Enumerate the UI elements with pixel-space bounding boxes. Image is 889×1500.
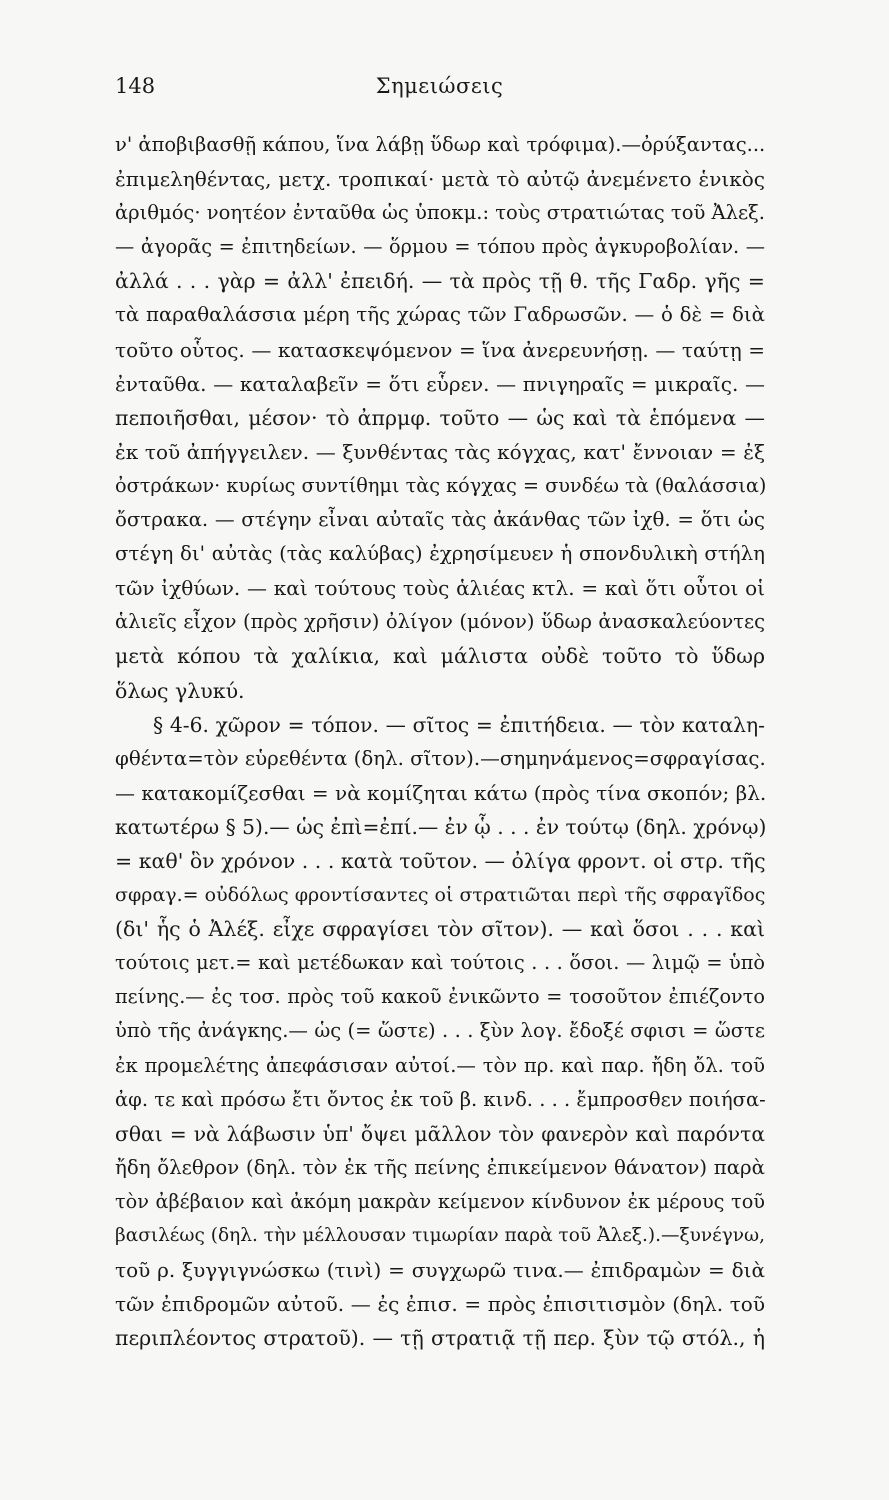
page-header — [115, 74, 764, 104]
text-line: τούτοις μετ.= καὶ μετέδωκαν καὶ τούτοις . . . ὅσοι. — λιμῷ = ὑπὸ — [115, 951, 765, 975]
body-text — [115, 128, 765, 1355]
text-line: ἐκ προμελέτης ἀπεφάσισαν αὐτοί.— τὸν πρ. καὶ παρ. ἤδη ὄλ. τοῦ — [115, 1053, 765, 1077]
text-line: (δι' ἧς ὁ Ἀλέξ. εἶχε σφραγίσει τὸν σῖτον). — καὶ ὅσοι . . . καὶ — [115, 917, 765, 942]
text-line: ὄστρακα. — στέγην εἶναι αὐταῖς τὰς ἀκάνθας τῶν ἰχθ. = ὅτι ὡς — [115, 508, 765, 532]
text-line: φθέντα=τὸν εὑρεθέντα (δηλ. σῖτον).—σημηνάμενος=σφραγίσας. — [115, 746, 766, 770]
text-line: πείνης.— ἐς τοσ. πρὸς τοῦ κακοῦ ἐνικῶντο = τοσοῦτον ἐπιέζοντο — [115, 985, 765, 1009]
text-line: ἐκ τοῦ ἀπήγγειλεν. — ξυνθέντας τὰς κόγχας, κατ' ἔννοιαν = ἐξ — [115, 439, 765, 464]
text-line: τῶν ἰχθύων. — καὶ τούτους τοὺς ἁλιέας κτλ. = καὶ ὅτι οὗτοι οἱ — [115, 576, 765, 601]
text-line: ἀφ. τε καὶ πρόσω ἔτι ὄντος ἐκ τοῦ β. κινδ. . . . ἔμπροσθεν ποιήσα- — [115, 1087, 766, 1111]
text-line: ἐνταῦθα. — καταλαβεῖν = ὅτι εὗρεν. — πνιγηραῖς = μικραῖς. — — [115, 371, 765, 396]
text-line: τὰ παραθαλάσσια μέρη τῆς χώρας τῶν Γαδρωσῶν. — ὁ δὲ = διὰ — [115, 303, 765, 327]
text-line: τοῦτο οὗτος. — κατασκεψόμενον = ἵνα ἀνερευνήσῃ. — ταύτῃ = — [115, 337, 765, 362]
text-line: μετὰ κόπου τὰ χαλίκια, καὶ μάλιστα οὐδὲ τοῦτο τὸ ὕδωρ — [115, 644, 765, 669]
text-line: σθαι = νὰ λάβωσιν ὑπ' ὄψει μᾶλλον τὸν φανερὸν καὶ παρόντα — [115, 1121, 765, 1146]
text-line: πεποιῆσθαι, μέσον· τὸ ἀπρμφ. τοῦτο — ὡς καὶ τὰ ἑπόμενα — — [115, 405, 765, 430]
paragraph-end-line: ὅλως γλυκύ. — [115, 678, 245, 703]
text-line: τῶν ἐπιδρομῶν αὐτοῦ. — ἐς ἐπισ. = πρὸς ἐπισιτισμὸν (δηλ. τοῦ — [115, 1292, 765, 1317]
page-number: 148 — [115, 74, 156, 98]
text-line: σφραγ.= οὐδόλως φροντίσαντες οἱ στρατιῶται περὶ τῆς σφραγῖδος — [115, 884, 766, 907]
text-line: ὑπὸ τῆς ἀνάγκης.— ὡς (= ὥστε) . . . ξὺν λογ. ἔδοξέ σφισι = ὥστε — [115, 1019, 765, 1043]
text-line: — ἀγορᾶς = ἐπιτηδείων. — ὅρμου = τόπου πρὸς ἀγκυροβολίαν. — — [115, 235, 765, 259]
text-line: — κατακομίζεσθαι = νὰ κομίζηται κάτω (πρὸς τίνα σκοπόν; βλ. — [115, 780, 767, 805]
text-line: = καθ' ὃν χρόνον . . . κατὰ τοῦτον. — ὀλίγα φροντ. οἱ στρ. τῆς — [115, 848, 766, 873]
paragraph-start-line: § 4-6. χῶρον = τόπον. — σῖτος = ἐπιτήδεια. — τὸν καταλη- — [153, 712, 765, 737]
text-line: τοῦ ρ. ξυγγιγνώσκω (τινὶ) = συγχωρῶ τινα.— ἐπιδραμὼν = διὰ — [115, 1258, 765, 1283]
text-line: ἁλιεῖς εἶχον (πρὸς χρῆσιν) ὀλίγον (μόνον) ὕδωρ ἀνασκαλεύοντες — [115, 610, 765, 634]
text-line: ὀστράκων· κυρίως συντίθημι τὰς κόγχας = συνδέω τὰ (θαλάσσια) — [115, 473, 767, 497]
text-line: ἀλλά . . . γὰρ = ἀλλ' ἐπειδή. — τὰ πρὸς τῇ θ. τῆς Γαδρ. γῆς = — [115, 269, 765, 294]
text-line: τὸν ἀβέβαιον καὶ ἀκόμη μακρὰν κείμενον κίνδυνον ἐκ μέρους τοῦ — [115, 1189, 765, 1213]
text-line: στέγη δι' αὐτὰς (τὰς καλύβας) ἐχρησίμευεν ἡ σπονδυλικὴ στήλη — [115, 542, 765, 566]
running-title: Σημειώσεις — [375, 74, 504, 98]
text-line: κατωτέρω § 5).— ὡς ἐπὶ=ἐπί.— ἐν ᾧ . . . ἐν τούτῳ (δηλ. χρόνῳ) — [115, 814, 767, 839]
text-line: ν' ἀποβιβασθῇ κάπου, ἵνα λάβῃ ὕδωρ καὶ τρόφιμα).—ὀρύξαντας... — [115, 133, 766, 156]
text-line: ἐπιμεληθέντας, μετχ. τροπικαί· μετὰ τὸ αὐτῷ ἀνεμένετο ἑνικὸς — [115, 167, 765, 192]
text-line: ἀριθμός· νοητέον ἐνταῦθα ὡς ὑποκμ.: τοὺς στρατιώτας τοῦ Ἀλεξ. — [115, 201, 765, 225]
text-line: βασιλέως (δηλ. τὴν μέλλουσαν τιμωρίαν παρὰ τοῦ Ἀλεξ.).—ξυνέγνω, — [115, 1225, 765, 1246]
text-line: ἤδη ὄλεθρον (δηλ. τὸν ἐκ τῆς πείνης ἐπικείμενον θάνατον) παρὰ — [115, 1155, 765, 1179]
text-line: περιπλέοντος στρατοῦ). — τῇ στρατιᾷ τῇ περ. ξὺν τῷ στόλ., ἡ — [115, 1326, 765, 1351]
